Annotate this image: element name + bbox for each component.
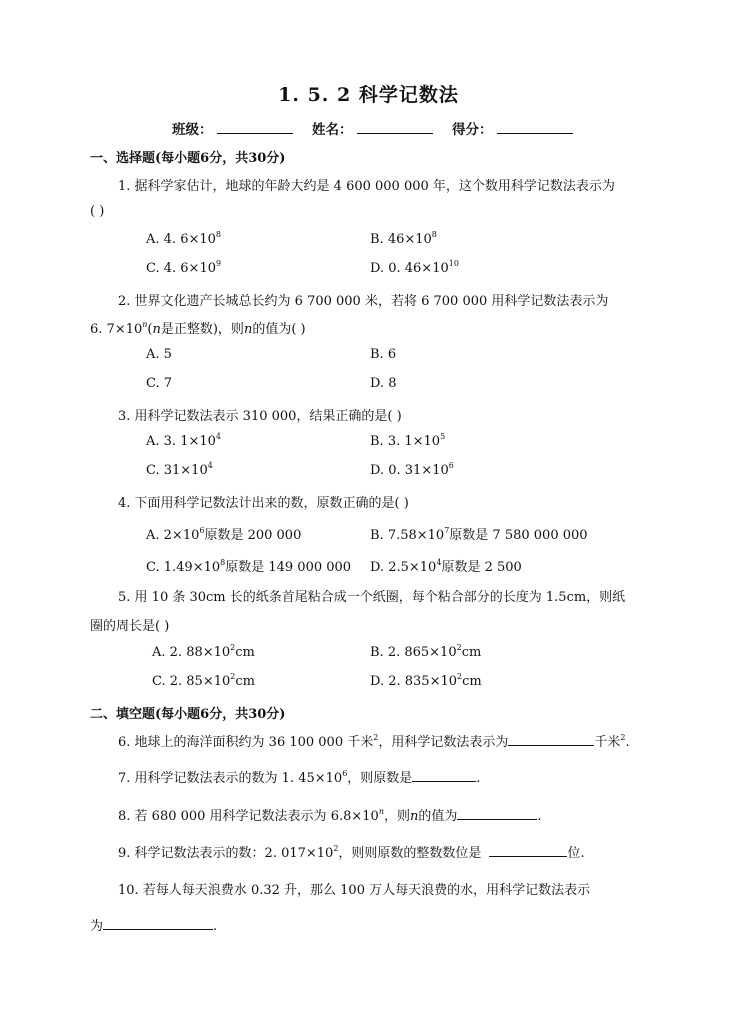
q2-option-b[interactable]: B. 6 <box>370 347 397 362</box>
q2-line2: 6. $7\times 10^n(n$是正整数)，则n的值为( ) <box>90 320 306 337</box>
q7-text: 7. 用科学记数法表示的数为 1. $45\times 10^6$，则原数是 . <box>118 769 481 786</box>
class-label: 班级： <box>172 122 213 138</box>
section2-heading: 二、填空题(每小题6分，共30分) <box>90 707 286 722</box>
q2-option-c[interactable]: C. 7 <box>146 376 173 391</box>
q10-text: 10. 若每人每天浪费水 0.32 升，那么 100 万人每天浪费的水，用科学记数法表示 <box>118 883 591 898</box>
q2-option-a[interactable]: A. 5 <box>146 347 172 362</box>
q8-text: 8. 若 680 000 用科学记数法表示为 $6.8\times 10^n$，则n的值为 . <box>118 807 542 824</box>
name-label: 姓名： <box>312 122 353 138</box>
q9-text: 9. 科学记数法表示的数：2. $017\times 10^2$，则则原数的整数数位是 位. <box>118 844 585 861</box>
score-field <box>452 118 573 138</box>
class-field <box>172 118 293 138</box>
section1-heading: 一、选择题(每小题6分，共30分) <box>90 151 286 166</box>
q2-option-d[interactable]: D. 8 <box>370 376 397 391</box>
q4-option-b[interactable]: B. $7.58\times 10^7$原数是 7 580 000 000 <box>370 526 588 543</box>
q4-text: 4. 下面用科学记数法计出来的数，原数正确的是( ) <box>118 496 409 511</box>
q5-option-b[interactable]: B. 2. $865\times 10^2cm$ <box>370 643 482 660</box>
score-label: 得分： <box>452 122 493 138</box>
score-blank[interactable] <box>497 121 573 134</box>
q8-answer-blank[interactable] <box>457 807 537 820</box>
name-blank[interactable] <box>357 121 433 134</box>
q5-option-c[interactable]: C. 2. $85\times 10^2cm$ <box>152 672 255 689</box>
q7-answer-blank[interactable] <box>412 769 476 782</box>
q10-answer-blank[interactable] <box>103 917 213 930</box>
q3-option-d[interactable]: D. 0. $31\times 10^6$ <box>370 461 454 478</box>
q1-option-a[interactable]: A. 4. $6\times 10^8$ <box>146 230 221 247</box>
q5-text: 5. 用 10 条 30cm 长的纸条首尾粘合成一个纸圈，每个粘合部分的长度为 1.5cm，则纸 <box>118 590 626 605</box>
q5-option-a[interactable]: A. 2. $88\times 10^2cm$ <box>152 643 255 660</box>
q10-line2: 为 . <box>90 919 218 934</box>
q9-answer-blank[interactable] <box>489 844 567 857</box>
q3-option-b[interactable]: B. 3. $1\times 10^5$ <box>370 432 446 449</box>
q4-option-d[interactable]: D. $2.5\times 10^4$原数是 2 500 <box>370 558 522 575</box>
q6-answer-blank[interactable] <box>508 733 594 746</box>
q3-text: 3. 用科学记数法表示 310 000，结果正确的是( ) <box>118 409 402 424</box>
q1-option-c[interactable]: C. 4. $6\times 10^9$ <box>146 259 222 276</box>
q2-text: 2. 世界文化遗产长城总长约为 6 700 000 米，若将 6 700 000 用科学记数法表示为 <box>118 294 609 309</box>
page-title: 1. 5. 2 科学记数法 <box>278 84 459 106</box>
q5-line2: 圈的周长是( ) <box>90 619 170 634</box>
q3-option-c[interactable]: C. $31\times 10^4$ <box>146 461 213 478</box>
q4-option-c[interactable]: C. $1.49\times 10^8$原数是 149 000 000 <box>146 558 352 575</box>
q1-text: 1. 据科学家估计，地球的年龄大约是 4 600 000 000 年，这个数用科学记数法表示为 <box>118 179 615 194</box>
q1-option-b[interactable]: B. $46\times 10^8$ <box>370 230 437 247</box>
class-blank[interactable] <box>217 121 293 134</box>
q5-option-d[interactable]: D. 2. $835\times 10^2cm$ <box>370 672 482 689</box>
q6-text: 6. 地球上的海洋面积约为 36 100 000 千米$^2$，用科学记数法表示为 千米$^2$. <box>118 733 630 750</box>
q1-paren: ( ) <box>90 204 105 219</box>
q4-option-a[interactable]: A. $2\times 10^6$原数是 200 000 <box>146 526 302 543</box>
q1-option-d[interactable]: D. 0. $46\times 10^{10}$ <box>370 259 459 276</box>
q3-option-a[interactable]: A. 3. $1\times 10^4$ <box>146 432 221 449</box>
name-field <box>312 118 433 138</box>
